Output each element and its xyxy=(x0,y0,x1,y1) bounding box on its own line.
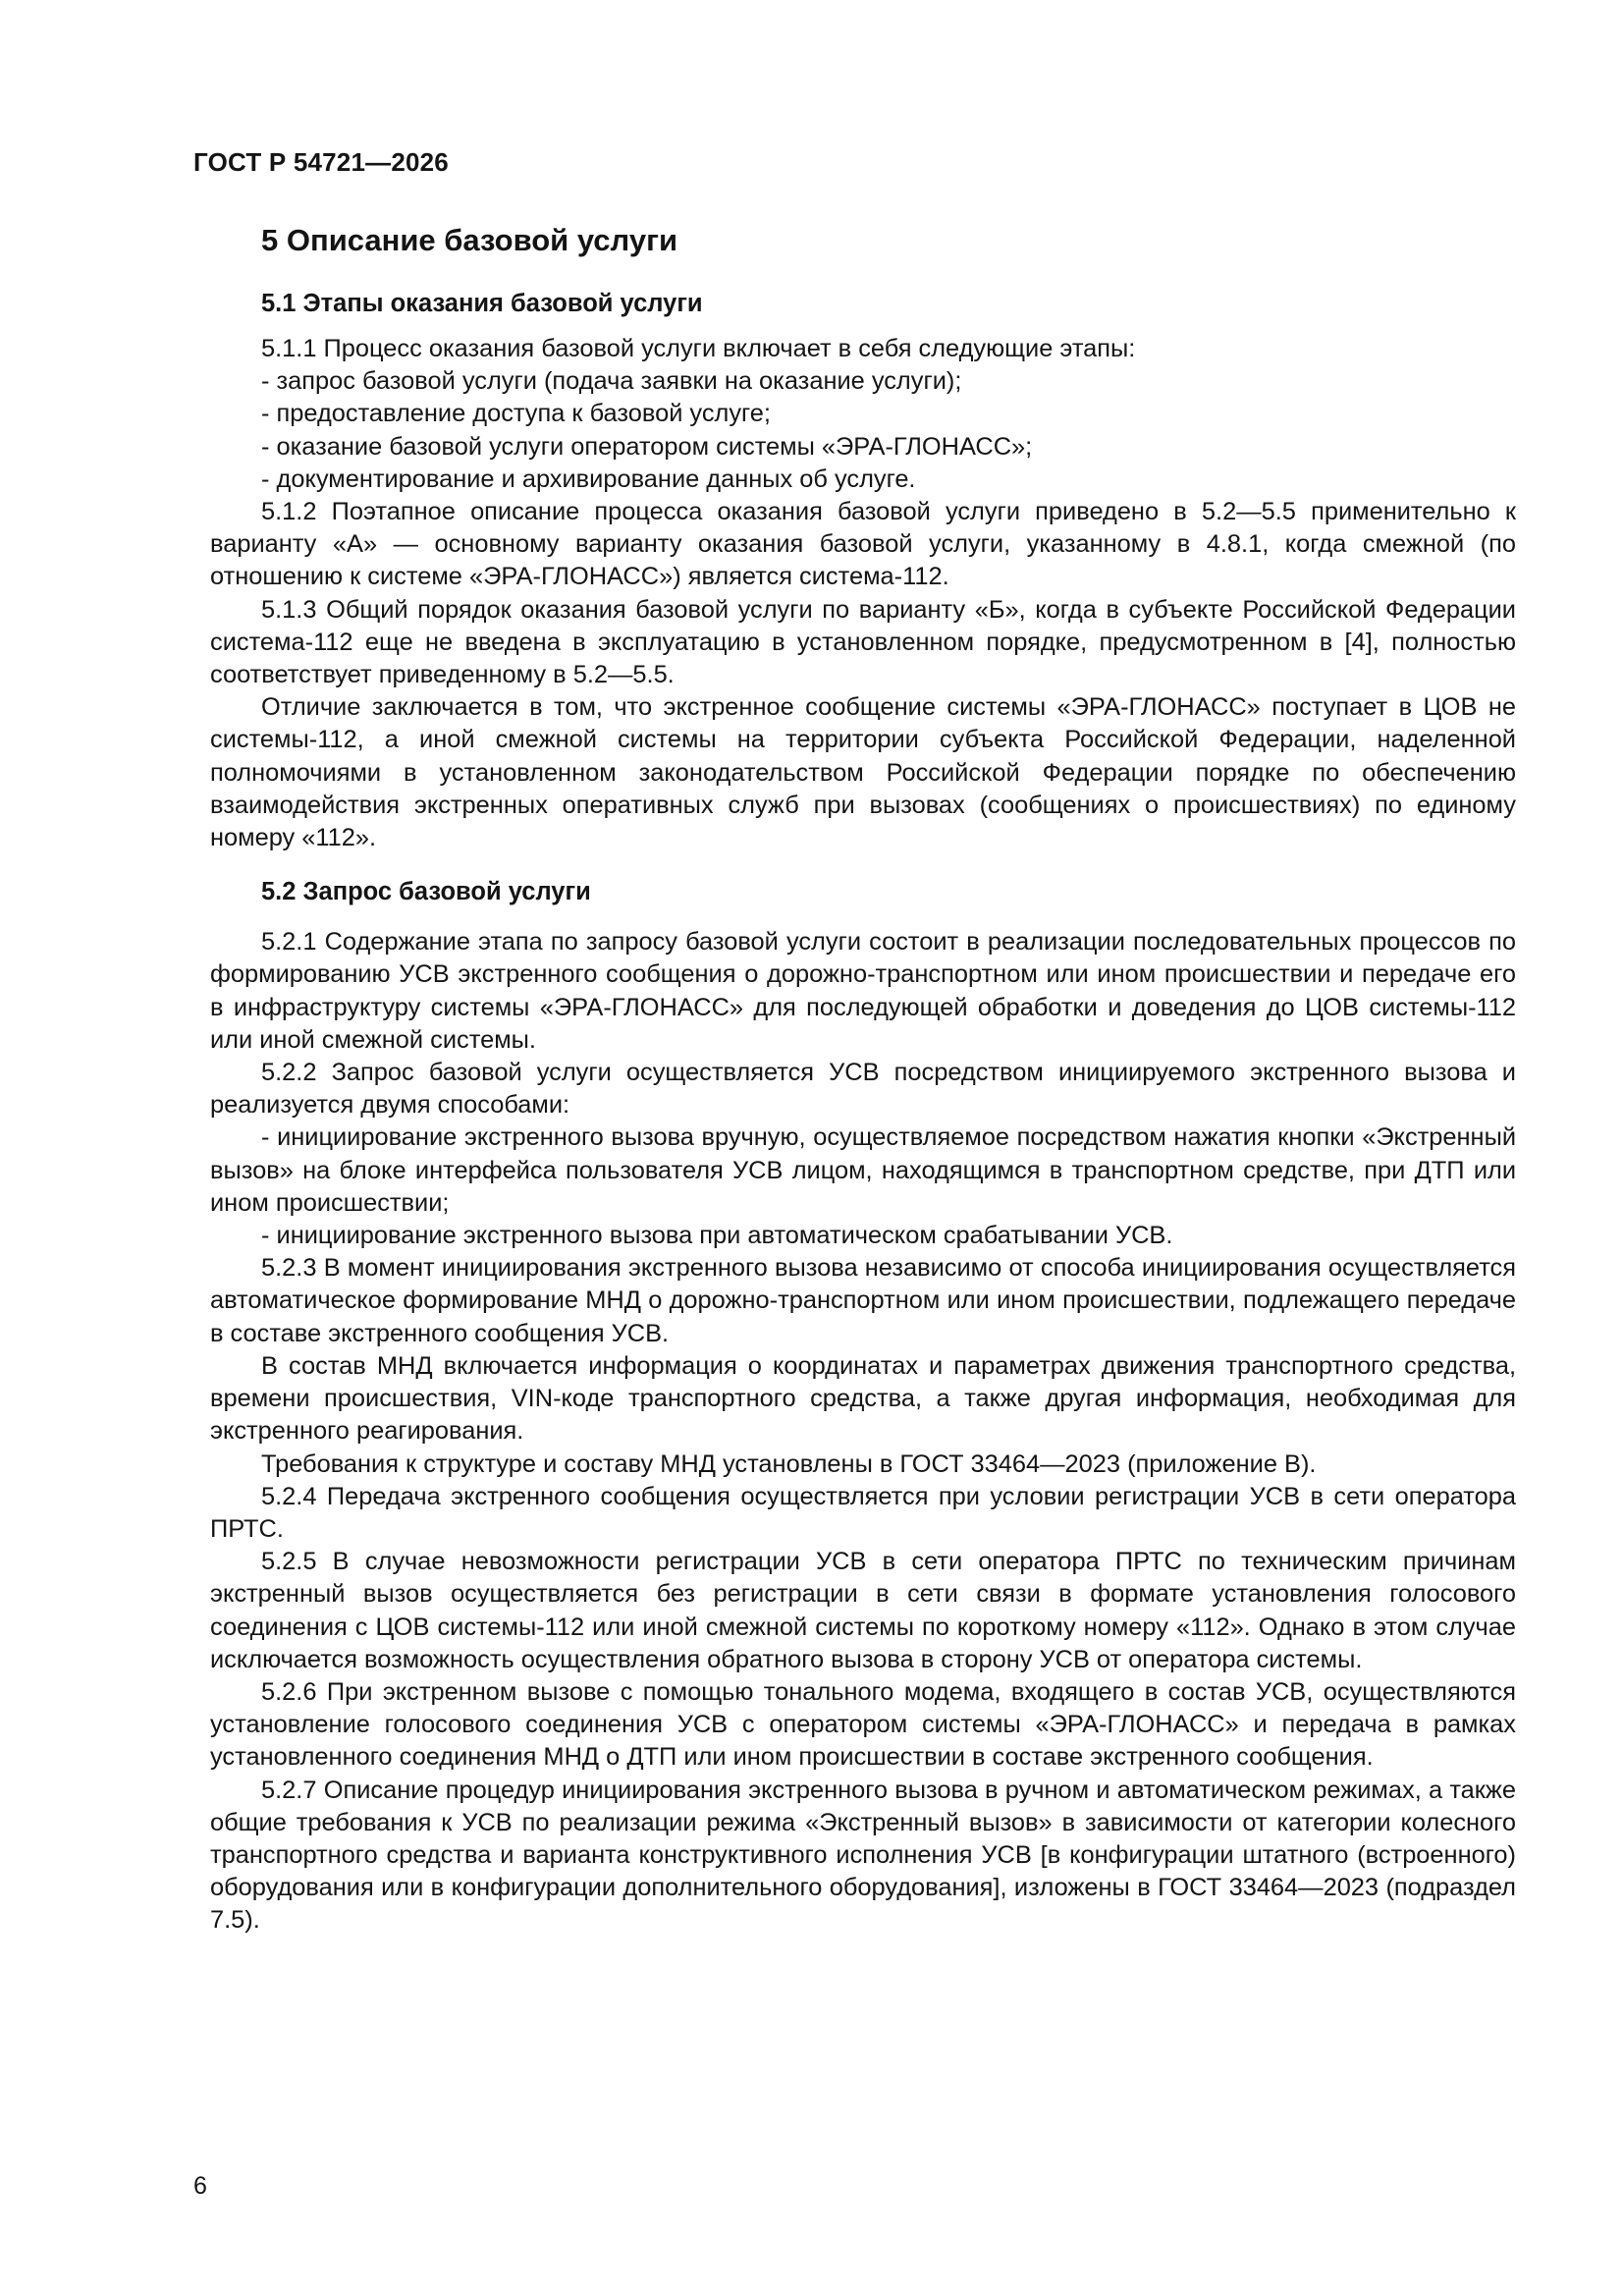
list-item: - предоставление доступа к базовой услуге; xyxy=(261,400,771,428)
paragraph-5-2-3-mnd-content: В состав МНД включается информация о координатах и параметрах движения транспортного средства, времени происшествия, VIN-коде транспортного средства, а также другая информация, необходимая для экстренного реагирования. xyxy=(210,1351,1516,1446)
paragraph-5-2-1: 5.2.1 Содержание этапа по запросу базовой услуги состоит в реализации последовательных процессов по формированию УСВ экстренного сообщения о дорожно-транспортном или ином происшествии и передаче его в инфраструктуру системы «ЭРА-ГЛОНАСС» для последующей обработки и доведения до ЦОВ системы-112 или иной смежной системы. xyxy=(210,928,1516,1054)
list-item: - документирование и архивирование данных об услуге. xyxy=(261,465,916,493)
paragraph-5-1-2: 5.1.2 Поэтапное описание процесса оказания базовой услуги приведено в 5.2—5.5 применительно к варианту «А» — основному варианту оказания базовой услуги, указанному в 4.8.1, когда смежной (по отношению к системе «ЭРА-ГЛОНАСС») является система-112. xyxy=(210,498,1516,591)
list-item: - инициирование экстренного вызова вручную, осуществляемое посредством нажатия кнопки «Экстренный вызов» на блоке интерфейса пользователя УСВ лицом, находящимся в транспортном средстве, при ДТП или ином происшествии; xyxy=(210,1123,1516,1217)
paragraph-5-2-2: 5.2.2 Запрос базовой услуги осуществляется УСВ посредством инициируемого экстренного вызова и реализуется двумя способами: xyxy=(210,1059,1516,1120)
paragraph-5-2-3: 5.2.3 В момент инициирования экстренного вызова независимо от способа инициирования осуществляется автоматическое формирование МНД о дорожно-транспортном или ином происшествии, подлежащего передаче в составе экстренного сообщения УСВ. xyxy=(210,1254,1516,1347)
paragraph-5-1-3: 5.1.3 Общий порядок оказания базовой услуги по варианту «Б», когда в субъекте Российской Федерации система-112 еще не введена в эксплуатацию в установленном порядке, предусмотренном в [4], полностью соответствует приведенному в 5.2—5.5. xyxy=(210,595,1516,689)
paragraph-5-2-5: 5.2.5 В случае невозможности регистрации УСВ в сети оператора ПРТС по техническим причинам экстренный вызов осуществляется без регистрации в сети связи в формате установления голосового соединения с ЦОВ системы-112 или иной смежной системы по короткому номеру «112». Однако в этом случае исключается возможность осуществления обратного вызова в сторону УСВ от оператора системы. xyxy=(210,1548,1516,1673)
list-item: - запрос базовой услуги (подача заявки на оказание услуги); xyxy=(261,367,962,396)
paragraph-5-1-3-continued: Отличие заключается в том, что экстренное сообщение системы «ЭРА-ГЛОНАСС» поступает в ЦОВ не системы-112, а иной смежной системы на территории субъекта Российской Федерации, наделенной полномочиями в установленном законодательством Российской Федерации порядке по обеспечению взаимодействия экстренных оперативных служб при вызовах (сообщениях о происшествиях) по единому номеру «112». xyxy=(210,693,1516,852)
section-5-2-heading: 5.2 Запрос базовой услуги xyxy=(261,878,591,906)
paragraph-5-2-4: 5.2.4 Передача экстренного сообщения осуществляется при условии регистрации УСВ в сети оператора ПРТС. xyxy=(210,1482,1516,1543)
page-number: 6 xyxy=(193,2172,207,2200)
list-item: - инициирование экстренного вызова при автоматическом срабатывании УСВ. xyxy=(261,1222,1173,1250)
paragraph-5-2-6: 5.2.6 При экстренном вызове с помощью тонального модема, входящего в состав УСВ, осуществляются установление голосового соединения УСВ с оператором системы «ЭРА-ГЛОНАСС» и передача в рамках установленного соединения МНД о ДТП или ином происшествии в составе экстренного сообщения. xyxy=(210,1677,1516,1772)
paragraph-5-2-7: 5.2.7 Описание процедур инициирования экстренного вызова в ручном и автоматическом режимах, а также общие требования к УСВ по реализации режима «Экстренный вызов» в зависимости от категории колесного транспортного средства и варианта конструктивного исполнения УСВ [в конфигурации штатного (встроенного) оборудования или в конфигурации дополнительного оборудования], изложены в ГОСТ 33464—2023 (подраздел 7.5). xyxy=(210,1776,1516,1935)
document-code-header: ГОСТ Р 54721—2026 xyxy=(193,147,449,177)
paragraph-5-1-1: 5.1.1 Процесс оказания базовой услуги включает в себя следующие этапы: xyxy=(261,335,1136,362)
list-item: - оказание базовой услуги оператором системы «ЭРА-ГЛОНАСС»; xyxy=(261,432,1033,461)
section-5-1-heading: 5.1 Этапы оказания базовой услуги xyxy=(261,290,703,317)
section-5-heading: 5 Описание базовой услуги xyxy=(261,223,678,257)
document-body xyxy=(210,221,1516,1938)
paragraph-5-2-3-mnd-requirements: Требования к структуре и составу МНД установлены в ГОСТ 33464—2023 (приложение В). xyxy=(261,1449,1317,1478)
